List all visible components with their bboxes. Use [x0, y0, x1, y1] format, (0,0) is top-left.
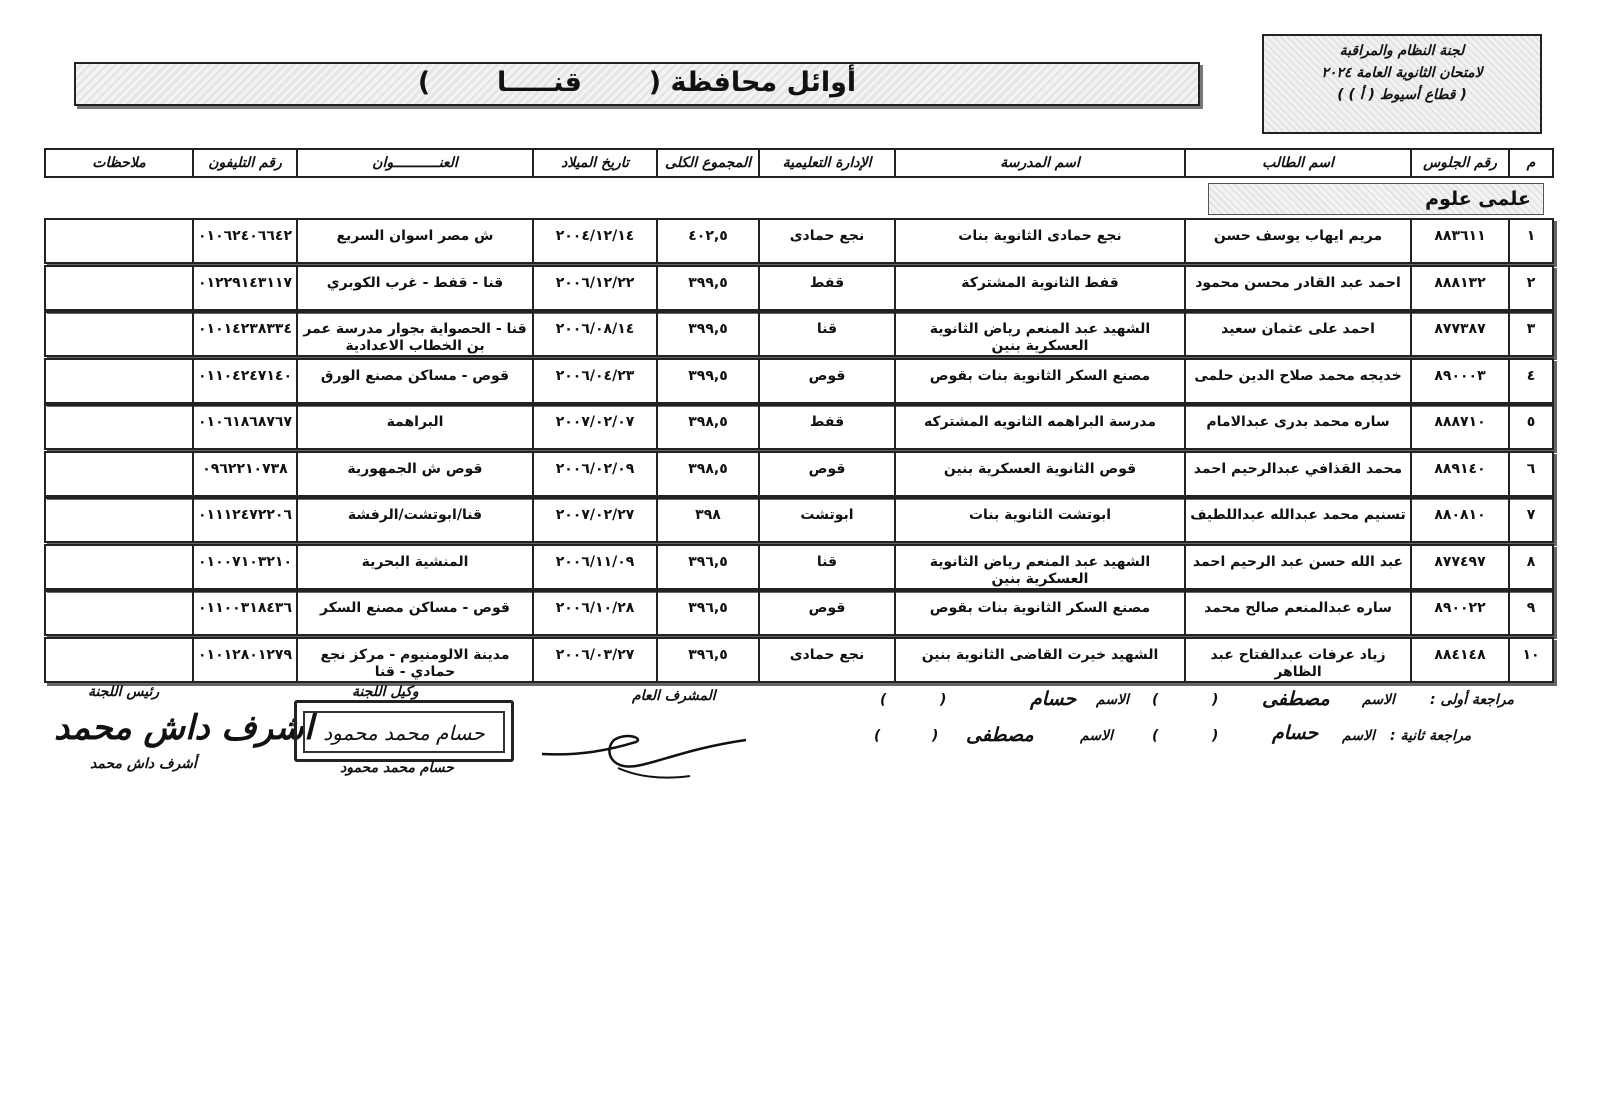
- second-review-label: مراجعة ثانية :: [1390, 728, 1472, 744]
- row-school: مصنع السكر الثانوية بنات بقوص: [894, 592, 1184, 634]
- row-dob: ٢٠٠٦/٠٢/٠٩: [532, 453, 656, 495]
- row-seat: ٨٩٠٠٢٢: [1410, 592, 1508, 634]
- second-review-paren-close: ): [1152, 728, 1159, 744]
- row-dob: ٢٠٠٧/٠٢/٢٧: [532, 499, 656, 541]
- row-notes: [46, 313, 192, 355]
- row-dob: ٢٠٠٦/٠٤/٢٣: [532, 360, 656, 402]
- row-num: ٩: [1508, 592, 1552, 634]
- row-dob: ٢٠٠٦/٠٣/٢٧: [532, 639, 656, 681]
- first-review-label: مراجعة أولى :: [1430, 692, 1514, 708]
- row-admin: قفط: [758, 267, 894, 309]
- first-review-handwriting-1: مصطفى: [1262, 688, 1330, 710]
- second-review-name-label-2: الاسم: [1080, 728, 1113, 744]
- agent-stamp-text: حسام محمد محمود: [303, 711, 505, 753]
- row-address: قوص - مساكن مصنع السكر: [296, 592, 532, 634]
- row-total: ٣٩٨,٥: [656, 406, 758, 448]
- section-label: علمى علوم: [1208, 183, 1544, 215]
- row-student-name: محمد القذافي عبدالرحيم احمد: [1184, 453, 1410, 495]
- row-school: مدرسة البراهمه الثانويه المشتركه: [894, 406, 1184, 448]
- header-admin: الإدارة التعليمية: [758, 150, 894, 176]
- second-review-name-label: الاسم: [1342, 728, 1375, 744]
- header-notes: ملاحظات: [92, 155, 146, 171]
- row-seat: ٨٩٠٠٠٣: [1410, 360, 1508, 402]
- row-phone: ٠١٠١٢٨٠١٢٧٩: [192, 639, 296, 681]
- row-address: قنا - قفط - غرب الكوبري: [296, 267, 532, 309]
- agent-name: حسام محمد محمود: [340, 760, 454, 776]
- row-seat: ٨٨٩١٤٠: [1410, 453, 1508, 495]
- row-address: قوص ش الجمهورية: [296, 453, 532, 495]
- first-review-paren-open-2: (: [940, 692, 947, 708]
- row-total: ٤٠٢,٥: [656, 220, 758, 262]
- row-total: ٣٩٩,٥: [656, 313, 758, 355]
- chair-name: أشرف داش محمد: [90, 756, 197, 772]
- row-school: نجع حمادى الثانوية بنات: [894, 220, 1184, 262]
- row-num: ٦: [1508, 453, 1552, 495]
- committee-stamp: [1262, 34, 1542, 134]
- row-admin: نجع حمادى: [758, 220, 894, 262]
- header-phone: رقم التليفون: [192, 150, 296, 176]
- row-admin: ابوتشت: [758, 499, 894, 541]
- row-total: ٣٩٨: [656, 499, 758, 541]
- row-num: ٢: [1508, 267, 1552, 309]
- row-phone: ٠١٠٦١٨٦٨٧٦٧: [192, 406, 296, 448]
- row-total: ٣٩٦,٥: [656, 592, 758, 634]
- row-seat: ٨٧٧٣٨٧: [1410, 313, 1508, 355]
- second-review-paren-close-2: ): [874, 728, 881, 744]
- row-dob: ٢٠٠٧/٠٢/٠٧: [532, 406, 656, 448]
- row-total: ٣٩٦,٥: [656, 639, 758, 681]
- supervisor-signature: [540, 722, 760, 786]
- row-school: الشهيد عبد المنعم رياض الثانوية العسكرية بنين: [894, 313, 1184, 355]
- stamp-line-1: لجنة النظام والمراقبة: [1339, 43, 1465, 59]
- header-seat: رقم الجلوس: [1410, 150, 1508, 176]
- row-total: ٣٩٨,٥: [656, 453, 758, 495]
- chair-title: رئيس اللجنة: [88, 684, 160, 700]
- row-school: ابوتشت الثانوية بنات: [894, 499, 1184, 541]
- first-review-handwriting-2: حسام: [1030, 688, 1077, 710]
- row-school: الشهيد خيرت القاضى الثانوية بنين: [894, 639, 1184, 681]
- row-student-name: عبد الله حسن عبد الرحيم احمد: [1184, 546, 1410, 588]
- row-total: ٣٩٦,٥: [656, 546, 758, 588]
- second-review-handwriting-2: مصطفى: [966, 724, 1034, 746]
- agent-stamp: [294, 700, 514, 762]
- table-header: [44, 148, 1554, 178]
- stamp-line-2: لامتحان الثانوية العامة ٢٠٢٤: [1321, 65, 1483, 81]
- row-school: مصنع السكر الثانوية بنات بقوص: [894, 360, 1184, 402]
- row-student-name: تسنيم محمد عبدالله عبداللطيف: [1184, 499, 1410, 541]
- first-review-paren-close: ): [1152, 692, 1159, 708]
- row-admin: قنا: [758, 313, 894, 355]
- row-phone: ٠١٢٢٩١٤٣١١٧: [192, 267, 296, 309]
- row-phone: ٠١٠٦٢٤٠٦٦٤٢: [192, 220, 296, 262]
- row-total: ٣٩٩,٥: [656, 360, 758, 402]
- row-notes: [46, 360, 192, 402]
- table-row: [44, 590, 1554, 636]
- title-prefix: أوائل محافظة (: [648, 67, 857, 98]
- row-address: مدينة الالومنيوم - مركز نجع حمادي - قنا: [296, 639, 532, 681]
- chair-signature: اشرف داش محمد: [54, 708, 314, 748]
- title-suffix: ): [417, 67, 431, 98]
- first-review-name-label: الاسم: [1362, 692, 1395, 708]
- row-admin: قفط: [758, 406, 894, 448]
- row-num: ١: [1508, 220, 1552, 262]
- row-total: ٣٩٩,٥: [656, 267, 758, 309]
- row-school: قفط الثانوية المشتركة: [894, 267, 1184, 309]
- row-seat: ٨٧٧٤٩٧: [1410, 546, 1508, 588]
- row-address: البراهمة: [296, 406, 532, 448]
- second-review-paren-open-2: (: [932, 728, 939, 744]
- table-row: [44, 358, 1554, 404]
- row-phone: ٠١١٠٠٣١٨٤٣٦: [192, 592, 296, 634]
- row-admin: قوص: [758, 592, 894, 634]
- row-phone: ٠٩٦٢٢١٠٧٣٨: [192, 453, 296, 495]
- row-seat: ٨٨٣٦١١: [1410, 220, 1508, 262]
- row-student-name: مريم ايهاب يوسف حسن: [1184, 220, 1410, 262]
- row-notes: [46, 267, 192, 309]
- table-row: [44, 311, 1554, 357]
- row-school: قوص الثانوية العسكرية بنين: [894, 453, 1184, 495]
- row-seat: ٨٨٠٨١٠: [1410, 499, 1508, 541]
- row-num: ٥: [1508, 406, 1552, 448]
- row-admin: قنا: [758, 546, 894, 588]
- table-row: [44, 544, 1554, 590]
- row-num: ٧: [1508, 499, 1552, 541]
- header-address: العنـــــــــــوان: [296, 150, 532, 176]
- first-review-paren-open: (: [1212, 692, 1219, 708]
- table-row: [44, 218, 1554, 264]
- row-address: قوص - مساكن مصنع الورق: [296, 360, 532, 402]
- row-notes: [46, 592, 192, 634]
- row-address: ش مصر اسوان السريع: [296, 220, 532, 262]
- row-seat: ٨٨٤١٤٨: [1410, 639, 1508, 681]
- table-row: [44, 404, 1554, 450]
- row-num: ٨: [1508, 546, 1552, 588]
- row-admin: نجع حمادى: [758, 639, 894, 681]
- row-student-name: احمد عبد القادر محسن محمود: [1184, 267, 1410, 309]
- row-address: قنا/ابوتشت/الرفشة: [296, 499, 532, 541]
- row-admin: قوص: [758, 360, 894, 402]
- page-title: [74, 62, 1200, 106]
- row-num: ٤: [1508, 360, 1552, 402]
- title-governorate: قنـــــا: [497, 67, 582, 98]
- row-address: المنشية البحرية: [296, 546, 532, 588]
- row-student-name: خديجه محمد صلاح الدين حلمى: [1184, 360, 1410, 402]
- row-notes: [46, 499, 192, 541]
- row-phone: ٠١٠٠٧١٠٣٢١٠: [192, 546, 296, 588]
- header-school: اسم المدرسة: [894, 150, 1184, 176]
- row-notes: [46, 406, 192, 448]
- agent-title: وكيل اللجنة: [352, 684, 419, 700]
- row-notes: [46, 639, 192, 681]
- stamp-line-3: ( قطاع أسيوط ( أ ) ): [1337, 87, 1467, 103]
- row-dob: ٢٠٠٦/١١/٠٩: [532, 546, 656, 588]
- row-phone: ٠١١٠٤٢٤٧١٤٠: [192, 360, 296, 402]
- row-student-name: احمد على عثمان سعيد: [1184, 313, 1410, 355]
- first-review-paren-close-2: ): [880, 692, 887, 708]
- second-review-handwriting-1: حسام: [1272, 722, 1319, 744]
- row-student-name: ساره محمد بدرى عبدالامام: [1184, 406, 1410, 448]
- row-admin: قوص: [758, 453, 894, 495]
- row-num: ١٠: [1508, 639, 1552, 681]
- row-phone: ٠١١١٢٤٧٢٢٠٦: [192, 499, 296, 541]
- supervisor-title: المشرف العام: [632, 688, 716, 704]
- table-row: [44, 497, 1554, 543]
- row-notes: [46, 453, 192, 495]
- second-review-paren-open: (: [1212, 728, 1219, 744]
- row-dob: ٢٠٠٤/١٢/١٤: [532, 220, 656, 262]
- row-seat: ٨٨٨٧١٠: [1410, 406, 1508, 448]
- row-school: الشهيد عبد المنعم رياض الثانوية العسكرية بنين: [894, 546, 1184, 588]
- row-notes: [46, 546, 192, 588]
- row-address: قنا - الحصواية بجوار مدرسة عمر بن الخطاب الاعدادية: [296, 313, 532, 355]
- row-dob: ٢٠٠٦/١٠/٢٨: [532, 592, 656, 634]
- row-student-name: ساره عبدالمنعم صالح محمد: [1184, 592, 1410, 634]
- row-dob: ٢٠٠٦/١٢/٢٢: [532, 267, 656, 309]
- row-notes: [46, 220, 192, 262]
- row-student-name: زياد عرفات عبدالفتاح عبد الظاهر: [1184, 639, 1410, 681]
- table-row: [44, 637, 1554, 683]
- table-row: [44, 265, 1554, 311]
- header-student-name: اسم الطالب: [1184, 150, 1410, 176]
- header-num: م: [1508, 150, 1552, 176]
- table-row: [44, 451, 1554, 497]
- header-total: المجموع الكلى: [656, 150, 758, 176]
- row-phone: ٠١٠١٤٢٣٨٣٣٤: [192, 313, 296, 355]
- row-dob: ٢٠٠٦/٠٨/١٤: [532, 313, 656, 355]
- first-review-name-label-2: الاسم: [1096, 692, 1129, 708]
- row-num: ٣: [1508, 313, 1552, 355]
- header-dob: تاريخ الميلاد: [532, 150, 656, 176]
- row-seat: ٨٨٨١٣٢: [1410, 267, 1508, 309]
